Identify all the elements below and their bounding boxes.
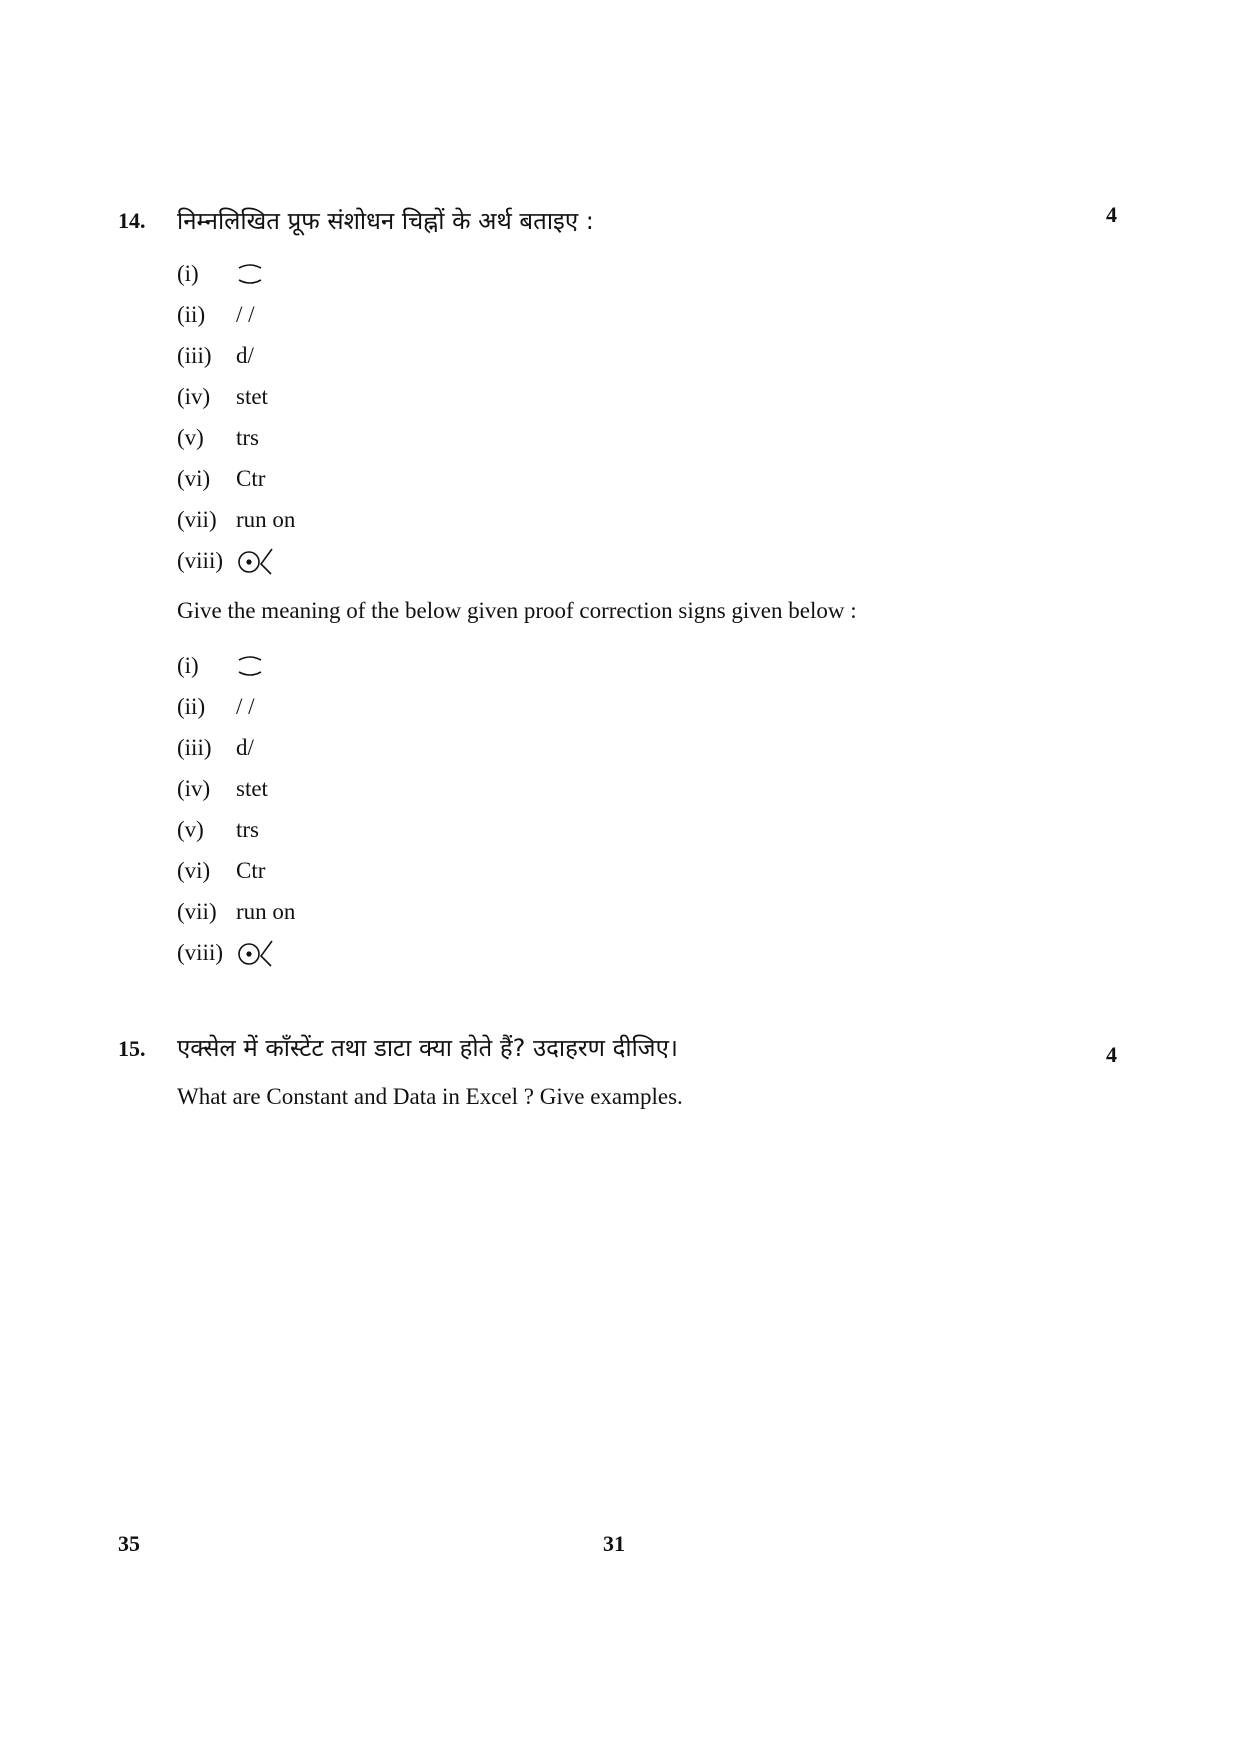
- sign-item-numeral: (iii): [177, 342, 212, 368]
- sign-item-numeral: (vi): [177, 857, 211, 883]
- hindi-sign-item: [177, 376, 295, 417]
- hindi-sign-item: [177, 294, 295, 335]
- question-14-hindi-text: निम्नलिखित प्रूफ संशोधन चिह्नों के अर्थ बताइए :: [177, 207, 594, 235]
- english-sign-item: [177, 891, 295, 932]
- proof-correction-sign: / /: [236, 693, 255, 719]
- question-14-hindi-sign-list: [177, 253, 295, 581]
- sign-item-numeral: (viii): [177, 547, 223, 573]
- question-14-english-sign-list: [177, 645, 295, 973]
- proof-correction-sign: [236, 656, 264, 676]
- question-15-marks: 4: [1106, 1042, 1117, 1067]
- proof-correction-sign: trs: [236, 816, 259, 842]
- sign-item-numeral: (v): [177, 424, 204, 450]
- sign-item-numeral: (vii): [177, 898, 217, 924]
- proof-correction-sign: Ctr: [236, 857, 266, 883]
- sign-item-numeral: (iii): [177, 734, 212, 760]
- sign-item-numeral: (ii): [177, 693, 206, 719]
- hindi-sign-item: [177, 540, 295, 581]
- english-sign-item: [177, 727, 295, 768]
- hindi-sign-item: [177, 335, 295, 376]
- english-sign-item: [177, 645, 295, 686]
- proof-correction-sign: [236, 264, 264, 284]
- question-15-hindi-text: एक्सेल में कॉंस्टेंट तथा डाटा क्या होते हैं? उदाहरण दीजिए।: [177, 1034, 678, 1062]
- proof-correction-sign: stet: [236, 383, 268, 409]
- insert-full-stop-icon: [236, 938, 276, 968]
- question-15-english-text: What are Constant and Data in Excel ? Give examples.: [177, 1084, 683, 1109]
- proof-correction-sign: [236, 938, 276, 968]
- proof-correction-sign: run on: [236, 506, 296, 532]
- hindi-sign-item: [177, 417, 295, 458]
- insert-full-stop-icon: [236, 546, 276, 576]
- sign-item-numeral: (i): [177, 652, 199, 678]
- sign-item-numeral: (ii): [177, 301, 206, 327]
- footer-paper-code: 35: [118, 1531, 140, 1556]
- proof-correction-sign: trs: [236, 424, 259, 450]
- close-up-arc-icon: [236, 264, 264, 284]
- sign-item-numeral: (iv): [177, 775, 211, 801]
- hindi-sign-item: [177, 458, 295, 499]
- proof-correction-sign: [236, 546, 276, 576]
- hindi-sign-item: [177, 499, 295, 540]
- question-14-number: 14.: [118, 208, 146, 233]
- question-15-number: 15.: [118, 1036, 146, 1061]
- close-up-arc-icon: [236, 656, 264, 676]
- question-14-english-text: Give the meaning of the below given proof correction signs given below :: [177, 598, 857, 623]
- proof-correction-sign: d/: [236, 342, 254, 368]
- sign-item-numeral: (iv): [177, 383, 211, 409]
- proof-correction-sign: stet: [236, 775, 268, 801]
- proof-correction-sign: run on: [236, 898, 296, 924]
- english-sign-item: [177, 768, 295, 809]
- proof-correction-sign: Ctr: [236, 465, 266, 491]
- english-sign-item: [177, 686, 295, 727]
- proof-correction-sign: / /: [236, 301, 255, 327]
- english-sign-item: [177, 850, 295, 891]
- sign-item-numeral: (viii): [177, 939, 223, 965]
- hindi-sign-item: [177, 253, 295, 294]
- sign-item-numeral: (i): [177, 260, 199, 286]
- sign-item-numeral: (v): [177, 816, 204, 842]
- footer-page-number: 31: [603, 1531, 625, 1556]
- sign-item-numeral: (vii): [177, 506, 217, 532]
- proof-correction-sign: d/: [236, 734, 254, 760]
- english-sign-item: [177, 932, 295, 973]
- sign-item-numeral: (vi): [177, 465, 211, 491]
- english-sign-item: [177, 809, 295, 850]
- question-14-marks: 4: [1106, 202, 1117, 227]
